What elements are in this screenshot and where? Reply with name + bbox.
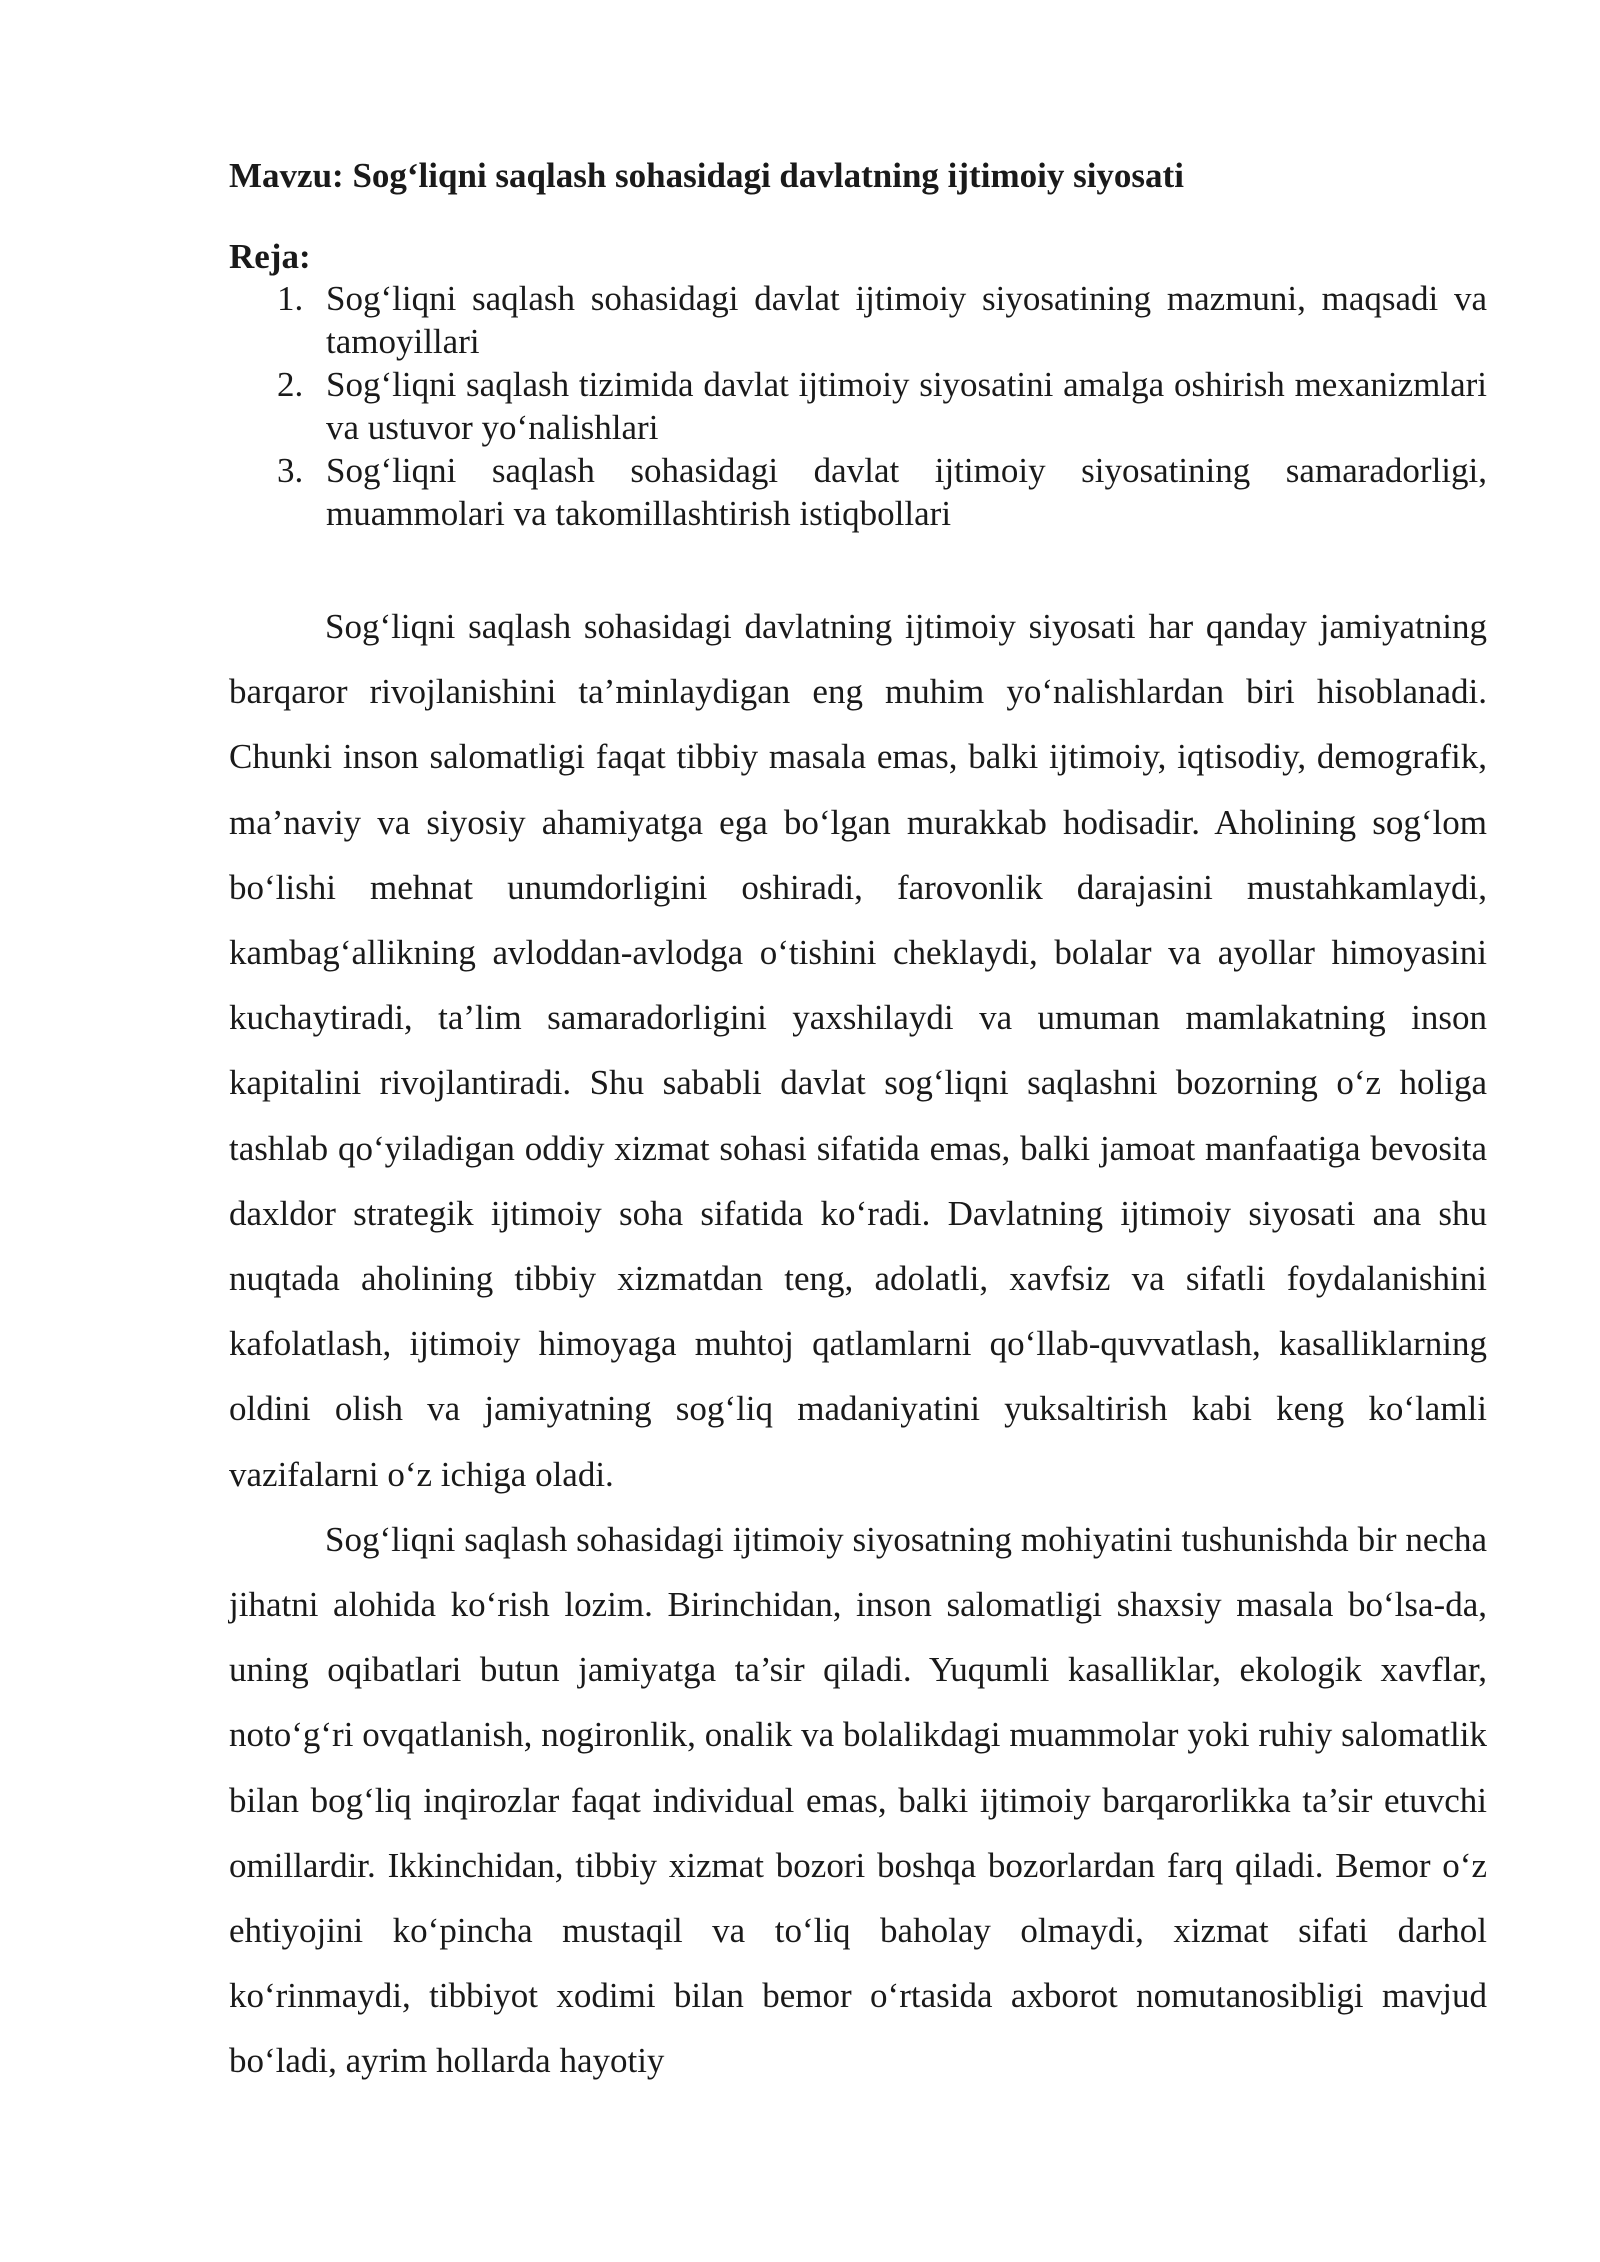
plan-item [229, 277, 1487, 363]
plan-item-number: 1. [277, 279, 304, 318]
plan-item-number: 2. [277, 365, 304, 404]
body-paragraph: Sog‘liqni saqlash sohasidagi davlatning ijtimoiy siyosati har qanday jamiyatning barqaror rivojlanishini ta’minlaydigan eng muhim yo‘nalishlardan biri hisoblanadi. Chunki inson salomatligi faqat tibbiy masala emas, balki ijtimoiy, iqtisodiy, demografik, ma’naviy va siyosiy ahamiyatga ega bo‘lgan murakkab hodisadir. Aholining sog‘lom bo‘lishi mehnat unumdorligini oshiradi, farovonlik darajasini mustahkamlaydi, kambag‘allikning avloddan-avlodga o‘tishini cheklaydi, bolalar va ayollar himoyasini kuchaytiradi, ta’lim samaradorligini yaxshilaydi va umuman mamlakatning inson kapitalini rivojlantiradi. Shu sababli davlat sog‘liqni saqlashni bozorning o‘z holiga tashlab qo‘yiladigan oddiy xizmat sohasi sifatida emas, balki jamoat manfaatiga bevosita daxldor strategik ijtimoiy soha sifatida ko‘radi. Davlatning ijtimoiy siyosati ana shu nuqtada aholining tibbiy xizmatdan teng, adolatli, xavfsiz va sifatli foydalanishini kafolatlash, ijtimoiy himoyaga muhtoj qatlamlarni qo‘llab-quvvatlash, kasalliklarning oldini olish va jamiyatning sog‘liq madaniyatini yuksaltirish kabi keng ko‘lamli vazifalarni o‘z ichiga oladi. [229, 607, 1487, 1494]
body-text [229, 594, 1487, 2094]
document-title: Mavzu: Sog‘liqni saqlash sohasidagi davlatning ijtimoiy siyosati [229, 156, 1184, 195]
plan-heading: Reja: [229, 237, 311, 276]
plan-item [229, 449, 1487, 535]
plan-item-number: 3. [277, 451, 304, 490]
plan-item [229, 363, 1487, 449]
plan-item-text: Sog‘liqni saqlash sohasidagi davlat ijtimoiy siyosatining samaradorligi, muammolari va takomillashtirish istiqbollari [326, 451, 1487, 533]
plan-item-text: Sog‘liqni saqlash tizimida davlat ijtimoiy siyosatini amalga oshirish mexanizmlari va ustuvor yo‘nalishlari [326, 365, 1487, 447]
plan-list [229, 277, 1487, 535]
body-paragraph: Sog‘liqni saqlash sohasidagi ijtimoiy siyosatning mohiyatini tushunishda bir necha jihatni alohida ko‘rish lozim. Birinchidan, inson salomatligi shaxsiy masala bo‘lsa-da, uning oqibatlari butun jamiyatga ta’sir qiladi. Yuqumli kasalliklar, ekologik xavflar, noto‘g‘ri ovqatlanish, nogironlik, onalik va bolalikdagi muammolar yoki ruhiy salomatlik bilan bog‘liq inqirozlar faqat individual emas, balki ijtimoiy barqarorlikka ta’sir etuvchi omillardir. Ikkinchidan, tibbiy xizmat bozori boshqa bozorlardan farq qiladi. Bemor o‘z ehtiyojini ko‘pincha mustaqil va to‘liq baholay olmaydi, xizmat sifati darhol ko‘rinmaydi, tibbiyot xodimi bilan bemor o‘rtasida axborot nomutanosibligi mavjud bo‘ladi, ayrim hollarda hayotiy [229, 1519, 1487, 2081]
plan-item-text: Sog‘liqni saqlash sohasidagi davlat ijtimoiy siyosatining mazmuni, maqsadi va tamoyillari [326, 279, 1487, 361]
